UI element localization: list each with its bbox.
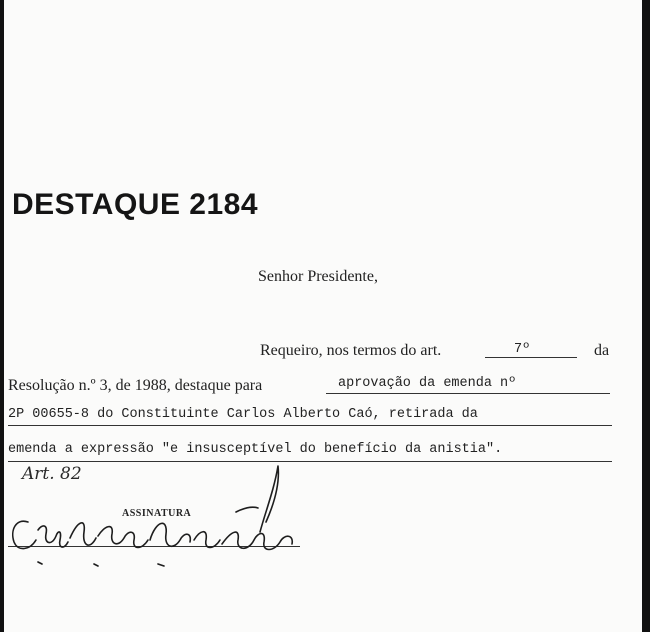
handwritten-signature (8, 460, 308, 580)
document-page (4, 0, 642, 632)
signature-label: ASSINATURA (122, 508, 192, 519)
request-line-suffix: da (594, 342, 610, 359)
article-number: 7º (514, 342, 531, 357)
request-line-prefix: Requeiro, nos termos do art. (260, 342, 442, 359)
salutation: Senhor Presidente, (258, 268, 378, 285)
expression-typed-text: emenda a expressão "e insusceptível do benefício da anistia". (8, 442, 503, 457)
resolution-text: Resolução n.º 3, de 1988, destaque para (8, 377, 263, 394)
document-title: DESTAQUE 2184 (12, 188, 259, 221)
amendment-typed-text: 2P 00655-8 do Constituinte Carlos Alberto Caó, retirada da (8, 407, 478, 422)
article-blank-underline (485, 357, 577, 358)
amendment-underline (8, 425, 612, 426)
purpose-underline (326, 393, 610, 394)
handwritten-article-note: Art. 82 (22, 464, 82, 484)
purpose-typed-text: aprovação da emenda nº (338, 376, 517, 391)
right-page-border (642, 0, 650, 632)
